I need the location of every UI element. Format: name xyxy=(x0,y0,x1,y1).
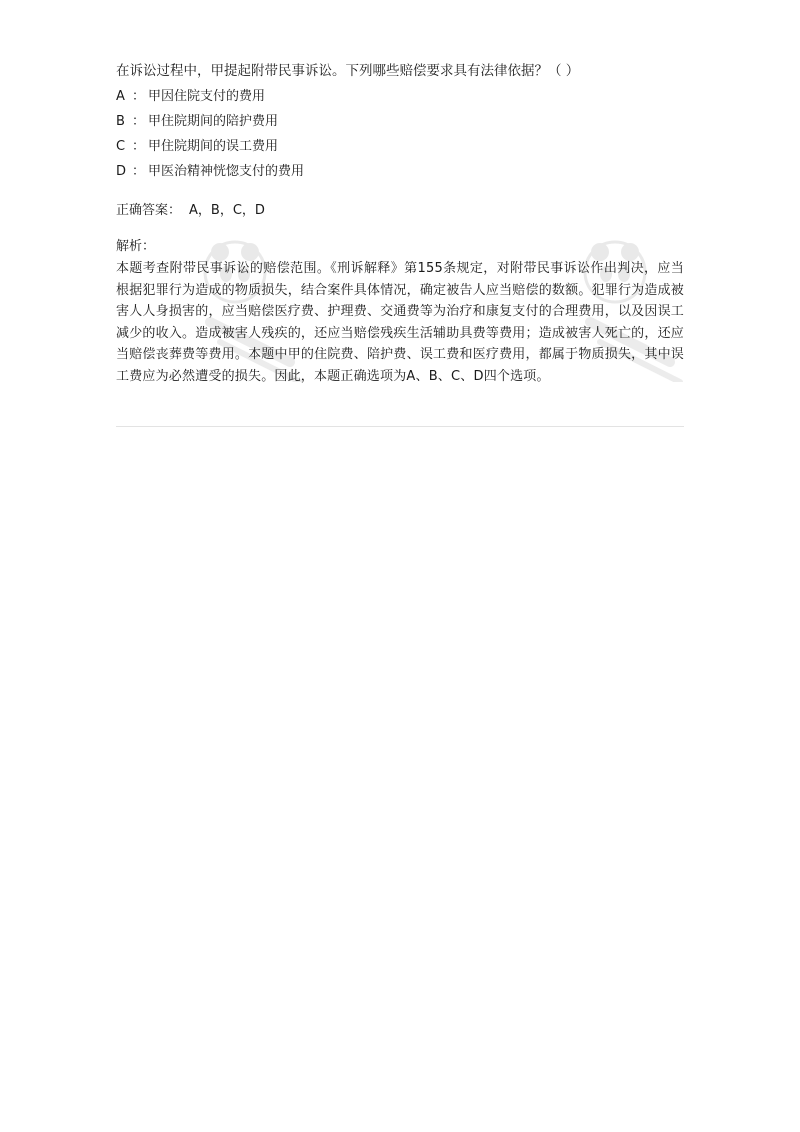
option-text: 甲因住院支付的费用 xyxy=(148,89,266,104)
option-text: 甲医治精神恍惚支付的费用 xyxy=(148,164,305,179)
analysis-label: 解析： xyxy=(116,239,156,254)
option-d xyxy=(116,159,684,184)
option-c xyxy=(116,134,684,159)
analysis-text: 本题考查附带民事诉讼的赔偿范围。《刑诉解释》第155条规定，对附带民事诉讼作出判决，应当根据犯罪行为造成的物质损失，结合案件具体情况，确定被告人应当赔偿的数额。犯罪行为造成被害人人身损害的，应当赔偿医疗费、护理费、交通费等为治疗和康复支付的合理费用，以及因误工减少的收入。造成被害人残疾的，还应当赔偿残疾生活辅助具费等费用；造成被害人死亡的，还应当赔偿丧葬费等费用。本题中甲的住院费、陪护费、误工费和医疗费用，都属于物质损失，其中误工费应为必然遭受的损失。因此，本题正确选项为A、B、C、D四个选项。 xyxy=(116,261,684,384)
option-separator: ： xyxy=(132,139,146,154)
option-separator: ： xyxy=(132,114,146,129)
answer-value: A，B，C，D xyxy=(189,203,265,218)
answer-label: 正确答案： xyxy=(116,203,182,218)
option-text: 甲住院期间的陪护费用 xyxy=(148,114,279,129)
question-text: 在诉讼过程中，甲提起附带民事诉讼。下列哪些赔偿要求具有法律依据？（ ） xyxy=(116,63,580,79)
option-letter: B xyxy=(116,114,125,129)
option-letter: C xyxy=(116,139,126,154)
option-a xyxy=(116,84,684,109)
option-letter: D xyxy=(116,164,127,179)
option-separator: ： xyxy=(132,164,146,179)
option-letter: A xyxy=(116,89,125,104)
question-card xyxy=(116,58,684,387)
option-b xyxy=(116,109,684,134)
option-separator: ： xyxy=(132,89,146,104)
answer-row xyxy=(116,198,684,224)
option-text: 甲住院期间的误工费用 xyxy=(148,139,279,154)
options-list xyxy=(116,84,684,184)
divider xyxy=(116,426,684,427)
